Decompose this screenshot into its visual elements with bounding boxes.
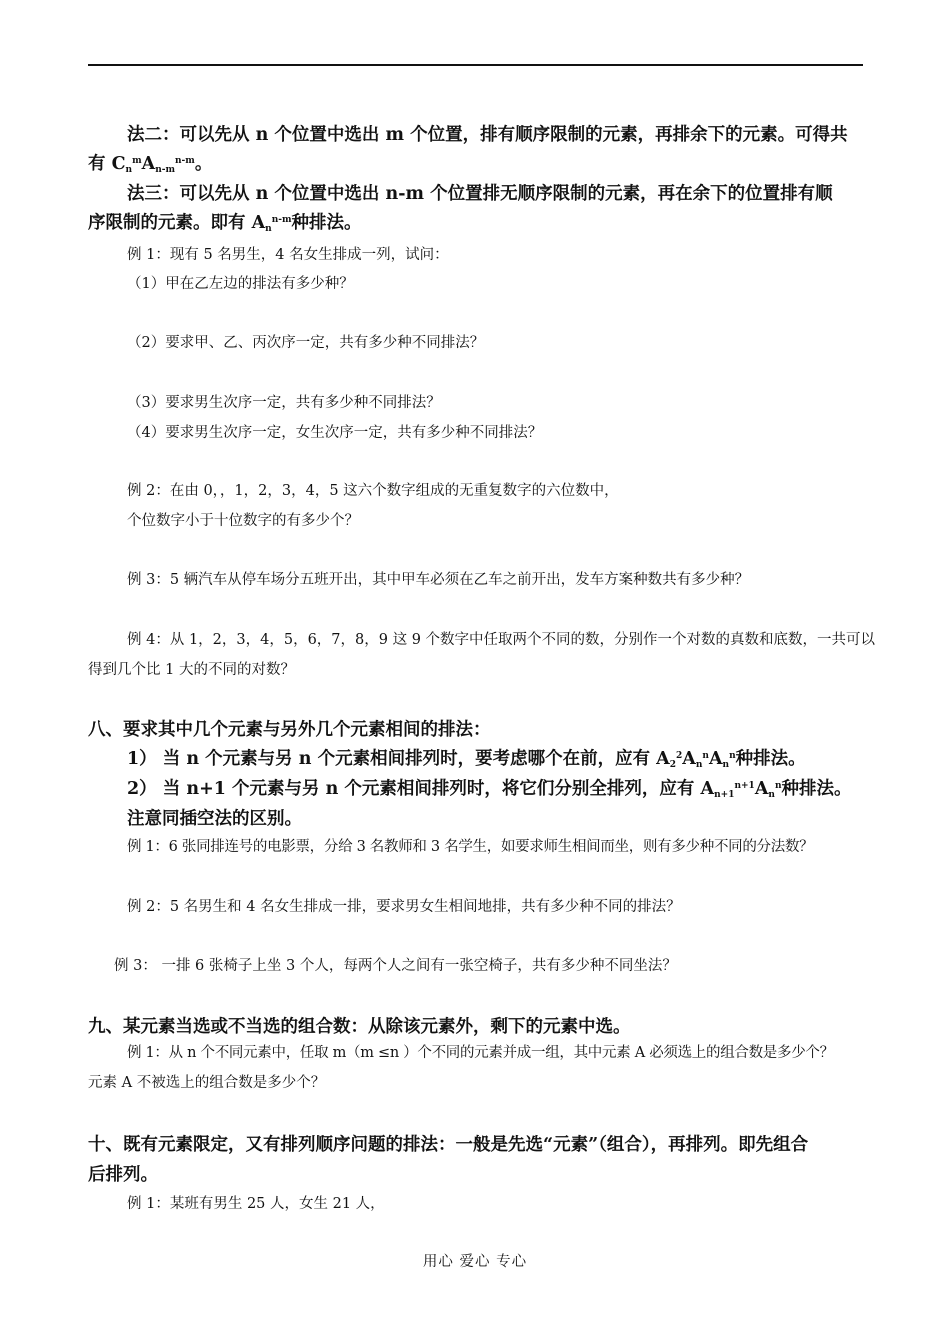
section8-item2: 2） 当 n+1 个元素与另 n 个元素相间排列时，将它们分别全排列，应有 $A_{n+1}^{n+1}A_n^n$种排法。 [127,779,852,800]
section8-heading: 八、要求其中几个元素与另外几个元素相间的排法： [88,720,491,740]
section10-heading-line1: 十、既有元素限定，又有排列顺序问题的排法：一般是先选“元素”（组合），再排列。即先组合 [88,1135,809,1155]
example4-line2: 得到几个比 1 大的不同的对数？ [88,662,295,678]
section8-item1: 1） 当 n 个元素与另 n 个元素相间排列时，要考虑哪个在前，应有 $A_2^2A_n^nA_n^n$种排法。 [127,749,806,770]
section8-note: 注意同插空法的区别。 [127,809,302,829]
page-footer: 用心 爱心 专心 [422,1254,528,1270]
section10-example1: 例 1：某班有男生 25 人，女生 21 人， [127,1196,385,1212]
method3-line2: 序限制的元素。即有 $A_n^{n-m}$种排法。 [88,213,362,234]
example1-q1: （1）甲在乙左边的排法有多少种？ [127,276,354,292]
example1-q2: （2）要求甲、乙、丙次序一定，共有多少种不同排法？ [127,335,485,351]
header-rule [88,64,863,66]
section8-example2: 例 2：5 名男生和 4 名女生排成一排，要求男女生相间地排，共有多少种不同的排法？ [127,899,681,915]
method2-line1: 法二：可以先从 n 个位置中选出 m 个位置，排有顺序限制的元素，再排余下的元素。可得共 [127,125,848,145]
section10-heading-line2: 后排列。 [88,1165,158,1185]
example1-q3: （3）要求男生次序一定，共有多少种不同排法？ [127,395,441,411]
section9-example1-line2: 元素 A 不被选上的组合数是多少个？ [88,1075,326,1091]
method3-line1: 法三：可以先从 n 个位置中选出 n-m 个位置排无顺序限制的元素，再在余下的位置排有顺 [127,184,833,204]
example4-line1: 例 4：从 1，2，3，4，5，6，7，8，9 这 9 个数字中任取两个不同的数，分别作一个对数的真数和底数，一共可以 [127,632,876,648]
section8-example3: 例 3： 一排 6 张椅子上坐 3 个人，每两个人之间有一张空椅子，共有多少种不同坐法？ [114,958,677,974]
section9-example1-line1: 例 1：从 n 个不同元素中，任取 m（m ≤n ）个不同的元素并成一组，其中元素 A 必须选上的组合数是多少个？ [127,1045,834,1061]
method2-line2: 有 $C_n^mA_{n-m}^{n-m}$。 [88,154,213,175]
example1-intro: 例 1：现有 5 名男生，4 名女生排成一列，试问： [127,247,449,263]
example1-q4: （4）要求男生次序一定，女生次序一定，共有多少种不同排法？ [127,425,543,441]
example2-line2: 个位数字小于十位数字的有多少个？ [127,513,359,529]
section8-example1: 例 1：6 张同排连号的电影票，分给 3 名教师和 3 名学生，如要求师生相间而坐，则有多少种不同的分法数？ [127,839,814,855]
example3: 例 3：5 辆汽车从停车场分五班开出，其中甲车必须在乙车之前开出，发车方案种数共有多少种？ [127,572,750,588]
example2-line1: 例 2：在由 0，，1，2，3，4，5 这六个数字组成的无重复数字的六位数中， [127,483,619,499]
section9-heading: 九、某元素当选或不当选的组合数：从除该元素外，剩下的元素中选。 [88,1017,631,1037]
